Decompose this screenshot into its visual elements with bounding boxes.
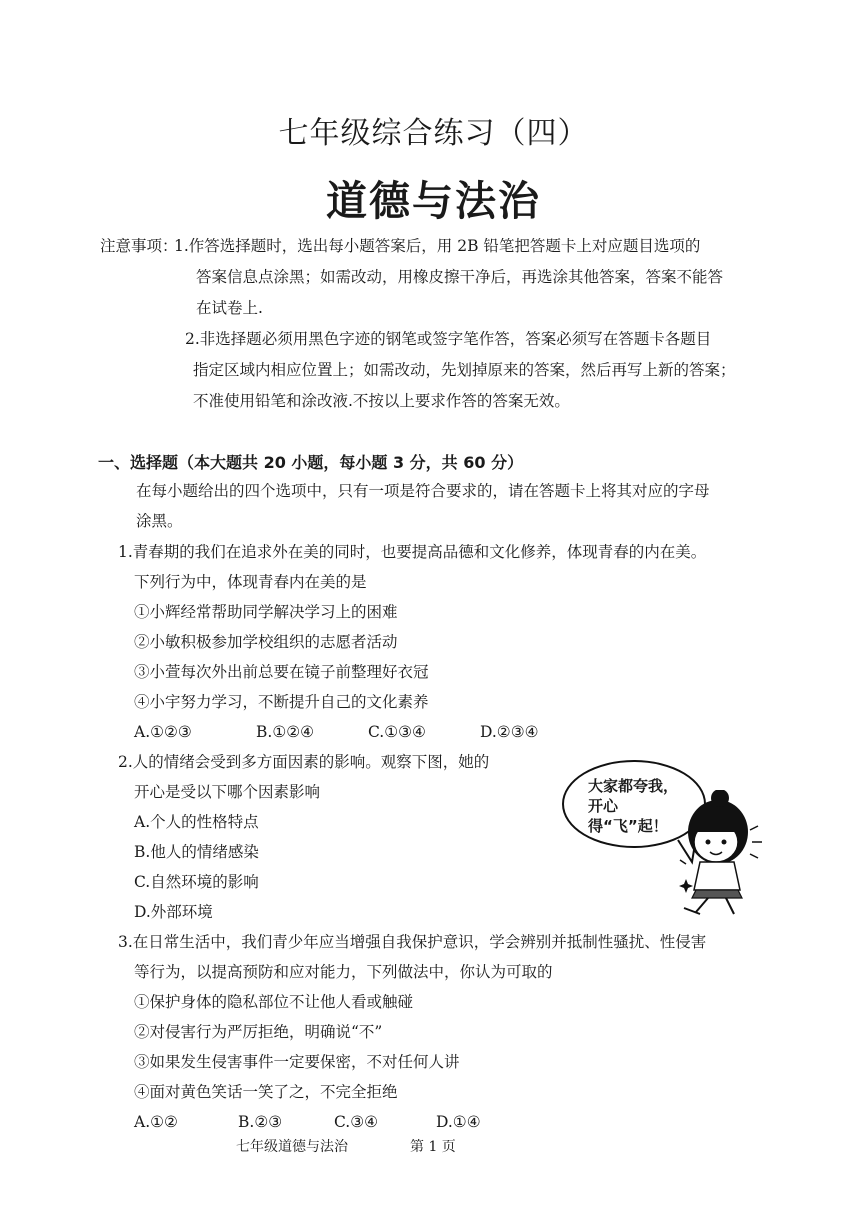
question-stem: 下列行为中，体现青春内在美的是	[134, 573, 367, 591]
question-stem: 3.在日常生活中，我们青少年应当增强自我保护意识，学会辨别并抵制性骚扰、性侵害	[118, 933, 707, 951]
question-item: ④面对黄色笑话一笑了之，不完全拒绝	[134, 1083, 398, 1101]
subject-title: 道德与法治	[326, 177, 541, 225]
cartoon-girl-illustration	[600, 790, 780, 920]
answer-option: B.他人的情绪感染	[134, 843, 259, 861]
question-stem: 开心是受以下哪个因素影响	[134, 783, 321, 801]
answer-option: B.①②④	[256, 723, 315, 741]
answer-option: D.①④	[436, 1113, 481, 1131]
notes-line: 不准使用铅笔和涂改液.不按以上要求作答的答案无效。	[193, 392, 570, 410]
answer-option: A.①②	[134, 1113, 178, 1131]
speech-bubble-text: 大家都夸我，开心得“飞”起！	[588, 777, 679, 835]
footer-subject: 七年级道德与法治	[236, 1139, 348, 1155]
exam-title: 七年级综合练习（四）	[278, 116, 589, 151]
notes-line: 指定区域内相应位置上；如需改动，先划掉原来的答案，然后再写上新的答案；	[193, 361, 736, 379]
answer-option: B.②③	[238, 1113, 283, 1131]
question-item: ②对侵害行为严厉拒绝，明确说“不”	[134, 1023, 383, 1041]
question-stem: 2.人的情绪会受到多方面因素的影响。观察下图，她的	[118, 753, 490, 771]
section-intro: 在每小题给出的四个选项中，只有一项是符合要求的，请在答题卡上将其对应的字母	[136, 482, 710, 500]
notes-line: 答案信息点涂黑；如需改动，用橡皮擦干净后，再选涂其他答案，答案不能答	[196, 268, 724, 286]
question-item: ①小辉经常帮助同学解决学习上的困难	[134, 603, 398, 621]
answer-option: D.②③④	[480, 723, 539, 741]
question-item: ③小萱每次外出前总要在镜子前整理好衣冠	[134, 663, 429, 681]
answer-option: A.个人的性格特点	[134, 813, 259, 831]
notes-label: 注意事项：	[100, 237, 178, 255]
question-item: ④小宇努力学习，不断提升自己的文化素养	[134, 693, 429, 711]
answer-option: C.①③④	[368, 723, 426, 741]
answer-option: A.①②③	[134, 723, 192, 741]
section-heading: 一、选择题（本大题共 20 小题，每小题 3 分，共 60 分）	[98, 453, 524, 472]
answer-option: C.③④	[334, 1113, 379, 1131]
notes-line: 在试卷上.	[196, 299, 263, 317]
answer-option: D.外部环境	[134, 903, 213, 921]
footer-page-number: 第 1 页	[410, 1139, 456, 1155]
question-stem: 1.青春期的我们在追求外在美的同时，也要提高品德和文化修养，体现青春的内在美。	[118, 543, 707, 561]
question-item: ①保护身体的隐私部位不让他人看或触碰	[134, 993, 414, 1011]
question-stem: 等行为，以提高预防和应对能力，下列做法中，你认为可取的	[134, 963, 553, 981]
question-item: ③如果发生侵害事件一定要保密，不对任何人讲	[134, 1053, 460, 1071]
notes-line: 2.非选择题必须用黑色字迹的钢笔或签字笔作答，答案必须写在答题卡各题目	[185, 330, 712, 348]
answer-option: C.自然环境的影响	[134, 873, 259, 891]
notes-line: 1.作答选择题时，选出每小题答案后，用 2B 铅笔把答题卡上对应题目选项的	[174, 237, 701, 255]
section-intro: 涂黑。	[136, 512, 183, 530]
question-item: ②小敏积极参加学校组织的志愿者活动	[134, 633, 398, 651]
